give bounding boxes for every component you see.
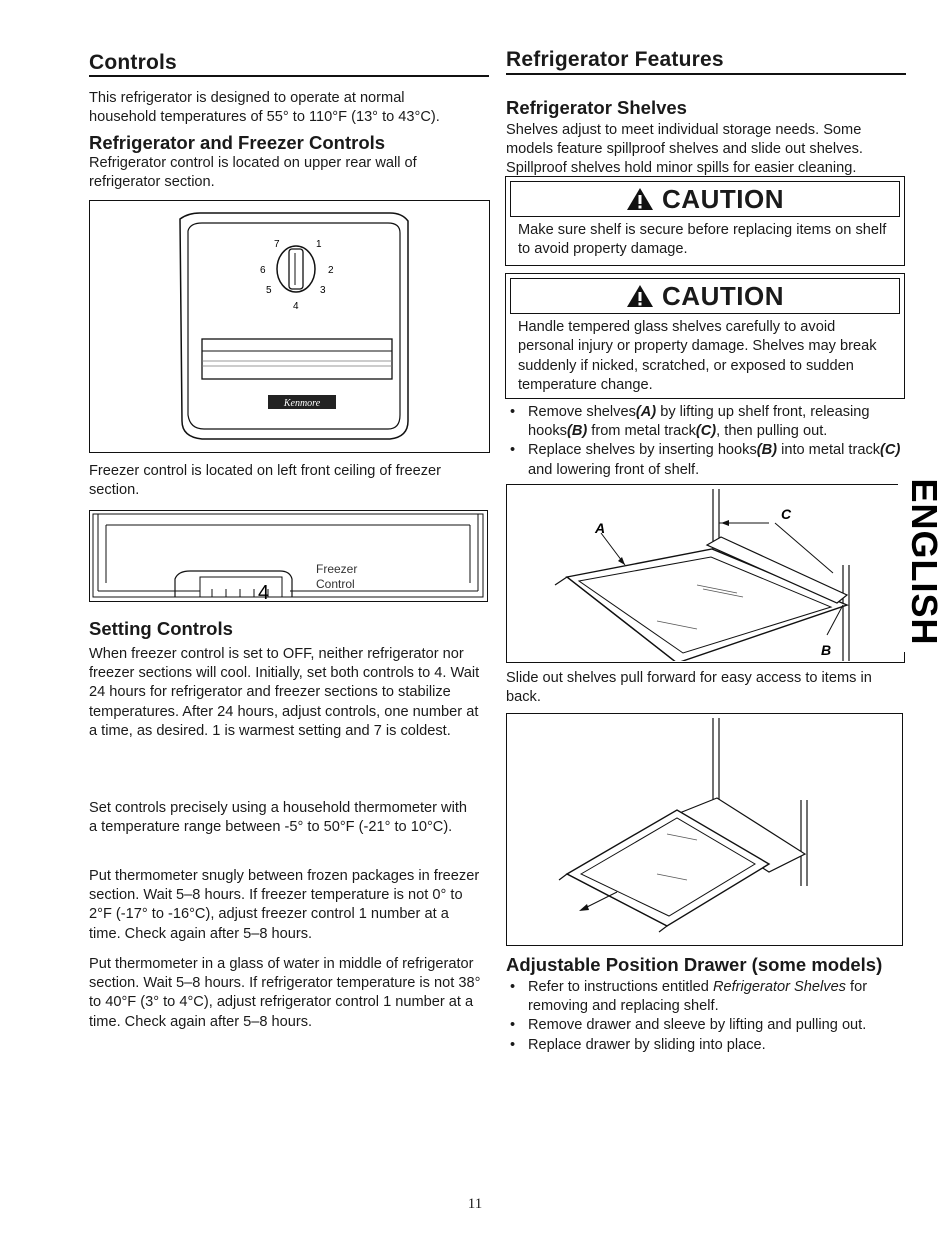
freezer-label-line2: Control <box>316 577 355 591</box>
left-heading-rule <box>89 75 489 77</box>
freezer-label-line1: Freezer <box>316 562 358 576</box>
caution-text-2: Handle tempered glass shelves carefully to avoid personal injury or property damage. Shelves may break suddenly if nicked, scratched, or exposed to sudden temperature change. <box>518 319 877 394</box>
refrigerator-control-illustration <box>89 200 490 453</box>
shelf-bullet-replace: • Replace shelves by inserting hooks(B) into metal track(C) and lowering front of shelf. <box>506 441 906 479</box>
setting-paragraph-3: Put thermometer snugly between frozen packages in freezer section. Wait 5–8 hours. If freezer temperature is not 0° to 2°F (-17° to -16°C), adjust freezer control 1 number at a time. Check again after 5–8 hours. <box>89 868 480 942</box>
dial-number-5: 5 <box>266 285 272 296</box>
page-number: 11 <box>467 1196 483 1212</box>
drawer-bullet-remove: • Remove drawer and sleeve by lifting and pulling out. <box>506 1016 906 1035</box>
drawer-heading: Adjustable Position Drawer (some models) <box>506 954 883 975</box>
warning-triangle-icon <box>626 284 654 308</box>
freezer-setting-number: 4 <box>258 582 270 600</box>
drawer-bullet-refer: • Refer to instructions entitled Refrigerator Shelves for removing and replacing shelf. <box>506 978 906 1016</box>
shelf-bullet-remove: • Remove shelves(A) by lifting up shelf front, releasing hooks(B) from metal track(C), then pulling out. <box>506 403 906 441</box>
drawer-bullet-replace: • Replace drawer by sliding into place. <box>506 1036 906 1055</box>
dial-number-6: 6 <box>260 265 266 276</box>
shelf-instructions-list <box>506 403 906 480</box>
freezer-control-illustration <box>89 510 488 602</box>
features-heading: Refrigerator Features <box>506 48 724 71</box>
caution-text-1: Make sure shelf is secure before replacing items on shelf to avoid property damage. <box>518 222 887 258</box>
caution-box-1 <box>505 176 905 266</box>
caution-title-1 <box>511 184 899 215</box>
shelves-text: Shelves adjust to meet individual storage needs. Some models feature spillproof shelves and slide out shelves. Spillproof shelves hold minor spills for easier cleaning. <box>506 122 863 177</box>
slide-out-shelf-drawing <box>507 714 901 944</box>
setting-paragraph-2: Set controls precisely using a household thermometer with a temperature range between -5° to 50°F (-21° to 10°C). <box>89 800 468 836</box>
warning-triangle-icon <box>626 187 654 211</box>
drawer-instructions-list <box>506 978 906 1055</box>
right-heading-rule <box>506 73 906 75</box>
freezer-location-text: Freezer control is located on left front ceiling of freezer section. <box>89 463 442 499</box>
freezer-control-drawing <box>90 511 486 600</box>
controls-heading: Controls <box>89 51 177 74</box>
caution-label-2: CAUTION <box>662 281 784 311</box>
language-side-tab-label: ENGLISH <box>904 478 945 646</box>
rf-controls-heading: Refrigerator and Freezer Controls <box>89 132 386 153</box>
rf-controls-text: Refrigerator control is located on upper rear wall of refrigerator section. <box>89 155 417 191</box>
diagram-label-a: A <box>595 520 606 536</box>
diagram-label-b: B <box>821 642 832 658</box>
setting-paragraph-4: Put thermometer in a glass of water in middle of refrigerator section. Wait 5–8 hours. If refrigerator temperature is not 38° to 40°F (3° to 4°C), adjust refrigerator control 1 number at a time. Check again after 5–8 hours. <box>89 956 481 1030</box>
refrigerator-control-drawing <box>90 201 488 451</box>
brand-badge: Kenmore <box>283 398 321 409</box>
shelf-removal-drawing <box>507 485 903 661</box>
dial-number-2: 2 <box>328 265 334 276</box>
controls-intro: This refrigerator is designed to operate at normal household temperatures of 55° to 110°F (13° to 43°C). <box>89 90 440 126</box>
setting-controls-heading: Setting Controls <box>89 618 233 639</box>
diagram-label-c: C <box>781 506 792 522</box>
shelf-removal-diagram <box>506 484 905 663</box>
language-side-tab <box>898 472 950 652</box>
caution-header-2 <box>510 278 900 314</box>
dial-number-3: 3 <box>320 285 326 296</box>
dial-number-7: 7 <box>274 239 280 250</box>
setting-paragraph-1: When freezer control is set to OFF, neither refrigerator nor freezer sections will cool. Initially, set both controls to 4. Wait 24 hours for refrigerator and freezer sections to stabilize temperatures. After 24 hours, adjust controls, one number at a time, as desired. 1 is warmest setting and 7 is coldest. <box>89 646 480 739</box>
caution-title-2 <box>511 281 899 312</box>
caution-header-1 <box>510 181 900 217</box>
slide-out-text: Slide out shelves pull forward for easy access to items in back. <box>506 670 872 706</box>
dial-number-1: 1 <box>316 239 322 250</box>
caution-box-2 <box>505 273 905 399</box>
dial-number-4: 4 <box>293 301 299 312</box>
caution-label-1: CAUTION <box>662 184 784 214</box>
shelves-heading: Refrigerator Shelves <box>506 97 687 118</box>
slide-out-shelf-diagram <box>506 713 903 946</box>
